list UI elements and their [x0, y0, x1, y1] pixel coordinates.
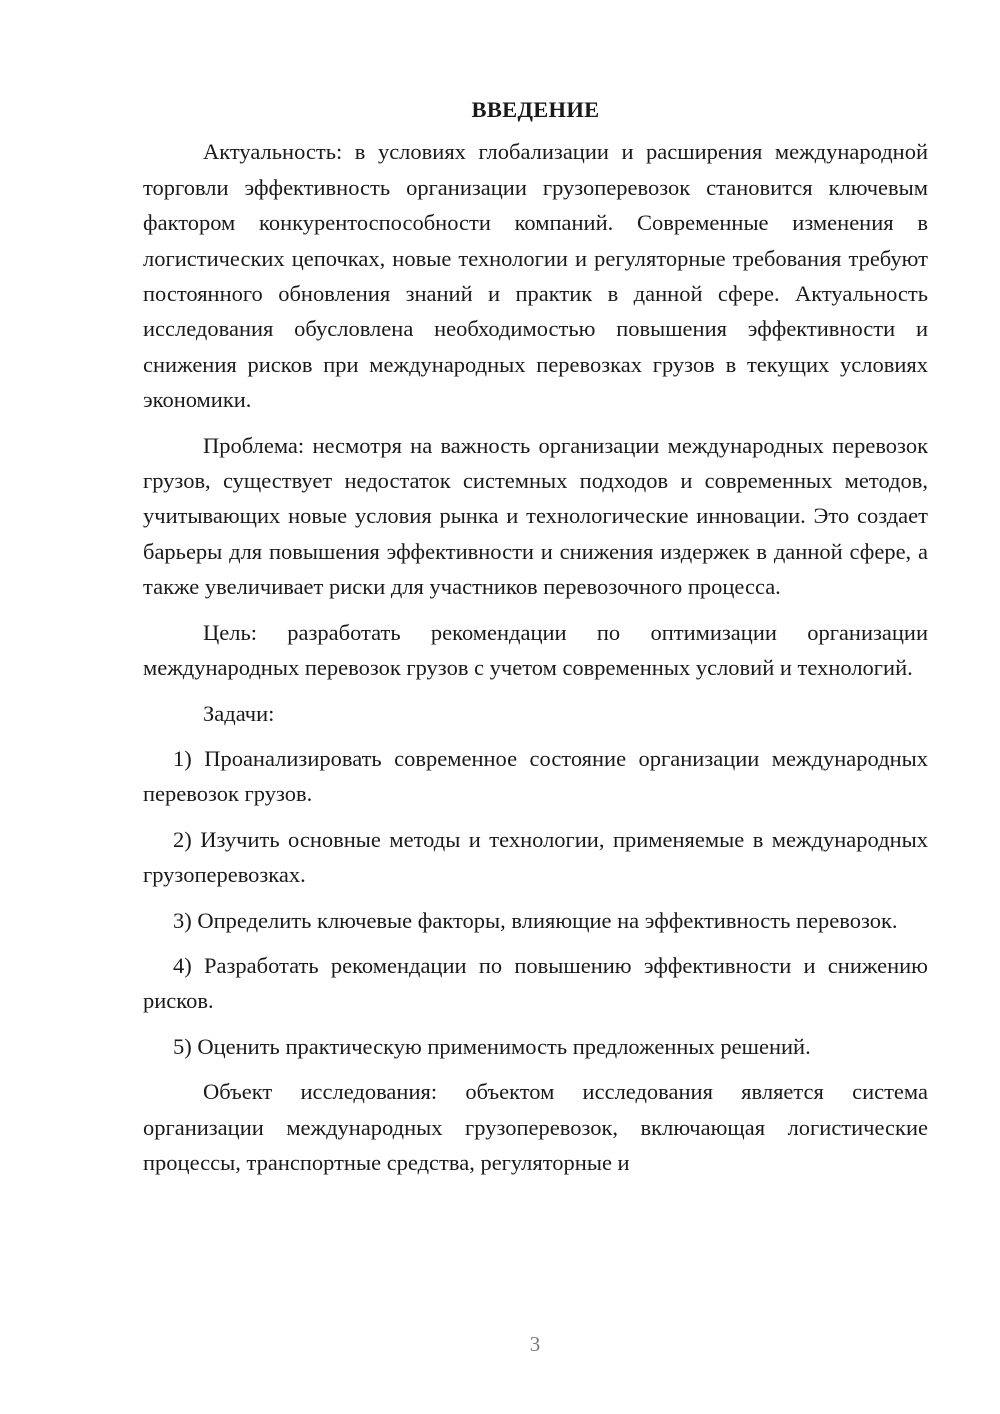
- page-number: 3: [529, 1332, 541, 1356]
- paragraph-relevance: Актуальность: в условиях глобализации и расширения международной торговли эффективность организации грузоперевозок становится ключевым фактором конкурентоспособности компаний. Современные изменения в логистических цепочках, новые технологии и регуляторные требования требуют постоянного обновления знаний и практик в данной сфере. Актуальность исследования обусловлена необходимостью повышения эффективности и снижения рисков при международных перевозках грузов в текущих условиях экономики.: [143, 139, 928, 413]
- task-item-1: 1) Проанализировать современное состояние организации международных перевозок грузов.: [143, 745, 928, 807]
- task-item-3: 3) Определить ключевые факторы, влияющие на эффективность перевозок.: [173, 907, 898, 933]
- paragraph-problem: Проблема: несмотря на важность организации международных перевозок грузов, существует недостаток системных подходов и современных методов, учитывающих новые условия рынка и технологические инновации. Это создает барьеры для повышения эффективности и снижения издержек в данной сфере, а также увеличивает риски для участников перевозочного процесса.: [143, 432, 928, 600]
- section-title: ВВЕДЕНИЕ: [471, 97, 600, 122]
- paragraph-goal: Цель: разработать рекомендации по оптимизации организации международных перевозок грузов с учетом современных условий и технологий.: [143, 619, 928, 681]
- paragraph-object: Объект исследования: объектом исследования является система организации международных грузоперевозок, включающая логистические процессы, транспортные средства, регуляторные и: [143, 1079, 928, 1175]
- document-page: [143, 92, 928, 1190]
- task-item-4: 4) Разработать рекомендации по повышению эффективности и снижению рисков.: [143, 952, 928, 1014]
- task-item-5: 5) Оценить практическую применимость предложенных решений.: [173, 1033, 811, 1059]
- tasks-label: Задачи:: [203, 700, 275, 726]
- task-item-2: 2) Изучить основные методы и технологии, применяемые в международных грузоперевозках.: [143, 826, 928, 888]
